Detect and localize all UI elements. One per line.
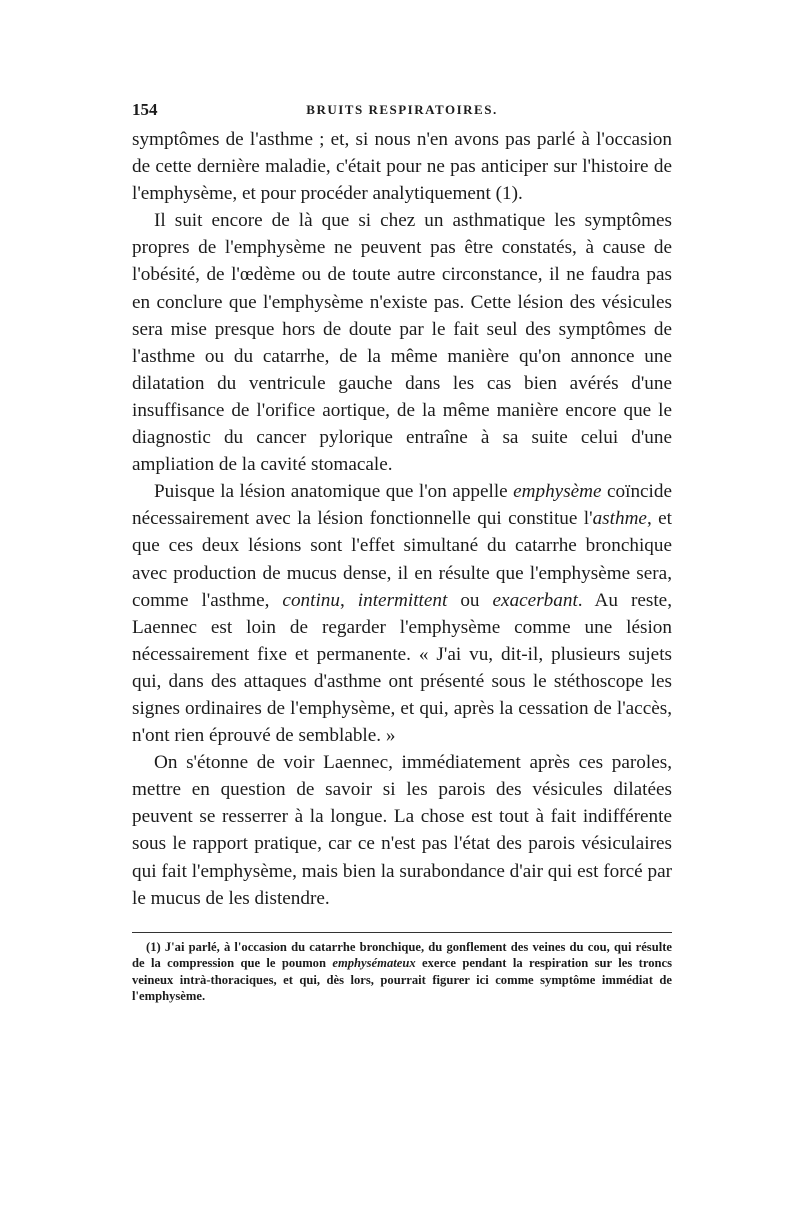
text-run: ou <box>447 589 493 611</box>
text-run: exerce pendant la respiration sur les troncs veineux intrà-thoraciques, et qui, dès lors, pourrait figurer ici comme symptôme immédiat de l'emphysème. <box>132 956 673 1004</box>
italic-term: asthme <box>592 508 647 530</box>
footnote-rule <box>132 932 672 933</box>
book-page <box>132 100 672 1005</box>
text-run: symptômes de l'asthme ; et, si nous n'en avons pas parlé à l'occasion de cette dernière maladie, c'était pour ne pas anticiper sur l'histoire de l'emphysème, et pour procéder analytiquement (1). <box>132 129 672 205</box>
text-run: , et que ces deux lésions sont l'effet simultané du catarrhe bronchique avec production de mucus dense, il en résulte que l'emphysème sera, comme l'asthme, <box>132 508 672 611</box>
running-head: BRUITS RESPIRATOIRES. <box>306 102 498 117</box>
footnote <box>132 939 672 1005</box>
italic-term: intermittent <box>357 589 448 611</box>
italic-term: exacerbant <box>492 589 578 611</box>
page-header <box>132 100 672 126</box>
paragraph <box>132 207 672 478</box>
paragraph <box>132 126 672 207</box>
text-run: coïncide nécessairement avec la lésion fonctionnelle qui constitue l' <box>132 481 672 530</box>
page-number: 154 <box>132 100 158 119</box>
italic-term: continu <box>282 589 340 611</box>
body-text <box>132 126 672 912</box>
paragraph <box>132 749 672 912</box>
text-run: Il suit encore de là que si chez un asthmatique les symptômes propres de l'emphysème ne peuvent pas être constatés, à cause de l'obésité, de l'œdème ou de toute autre circonstance, il ne faudra pas en conclure que l'emphysème n'existe pas. Cette lésion des vésicules sera mise presque hors de doute par le fait seul des symptômes de l'asthme ou du catarrhe, de la même manière qu'on annonce une dilatation du ventricule gauche dans les cas bien avérés d'une insuffisance de l'orifice aortique, de la même manière encore que le diagnostic du cancer pylorique entraîne à sa suite celui d'une ampliation de la cavité stomacale. <box>132 210 672 476</box>
text-run: , <box>339 589 358 611</box>
text-run: (1) J'ai parlé, à l'occasion du catarrhe bronchique, du gonflement des veines du cou, qui résulte de la compression que le poumon <box>132 939 672 971</box>
text-run: Puisque la lésion anatomique que l'on appelle <box>154 481 514 503</box>
text-run: On s'étonne de voir Laennec, immédiatement après ces paroles, mettre en question de savoir si les parois des vésicules dilatées peuvent se resserrer à la longue. La chose est tout à fait indifférente sous le rapport pratique, car ce n'est pas l'état des parois vésiculaires qui fait l'emphysème, mais bien la surabondance d'air qui est forcé par le mucus de les distendre. <box>132 752 672 909</box>
paragraph <box>132 478 672 749</box>
italic-term: emphysémateux <box>332 956 416 971</box>
text-run: . Au reste, Laennec est loin de regarder l'emphysème comme une lésion nécessairement fixe et permanente. « J'ai vu, dit-il, plusieurs sujets qui, dans des attaques d'asthme ont présenté sous le stéthoscope les signes ordinaires de l'emphysème, et qui, après la cessation de l'accès, n'ont rien éprouvé de semblable. » <box>132 589 672 747</box>
italic-term: emphysème <box>513 481 602 503</box>
